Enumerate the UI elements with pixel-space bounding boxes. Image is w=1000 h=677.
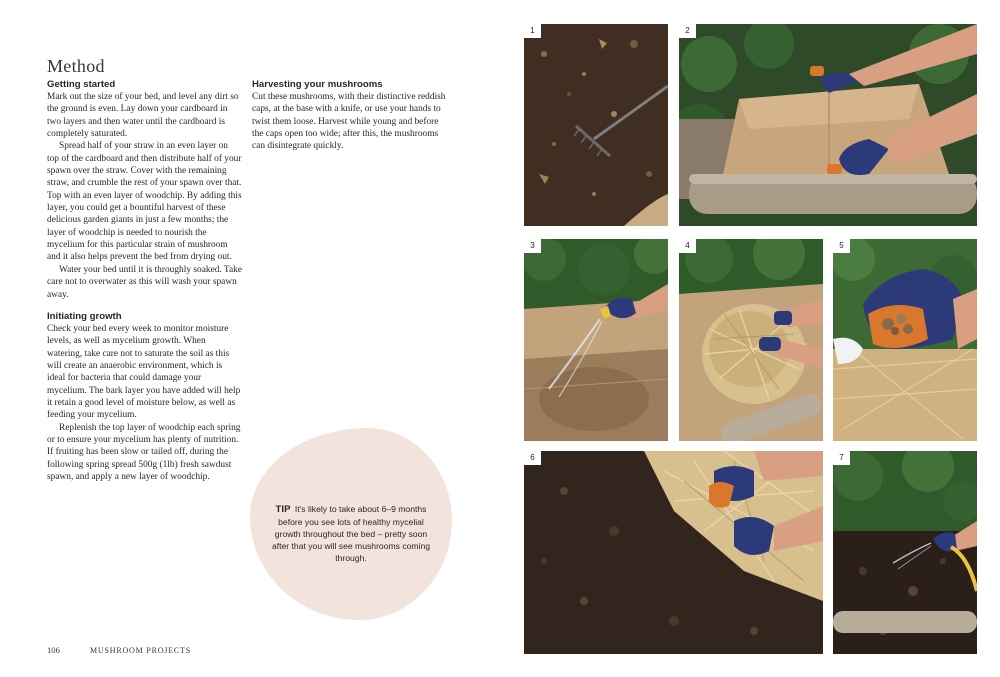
photo-number: 7 <box>833 451 850 465</box>
paragraph: Cut these mushrooms, with their distinctive reddish caps, at the base with a knife, or use your hands to twist them loose. Harvest while young and before the caps open too wide; after this, the mushrooms can disintegrate quickly. <box>252 92 446 152</box>
section-heading: Initiating growth <box>47 310 122 322</box>
photo-6 <box>524 451 823 654</box>
photo-3 <box>524 239 668 441</box>
paragraph: Mark out the size of your bed, and level any dirt so the ground is even. Lay down your cardboard in two layers and then water until the cardboard is completely saturated. <box>47 92 239 140</box>
photo-2-illustration <box>679 24 977 226</box>
photo-2 <box>679 24 977 226</box>
photo-1 <box>524 24 668 226</box>
paragraph: Check your bed every week to monitor moisture levels, as well as mycelium growth. When watering, take care not to saturate the soil as this will create an anaerobic environment, which is ideal for bacteria that could damage your mycelium. The bark layer you have added will help it retain a good level of moisture below, as well as feeding your mycelium. <box>47 323 241 421</box>
photo-7-illustration <box>833 451 977 654</box>
photo-number: 4 <box>679 239 696 253</box>
tip-box <box>270 503 432 564</box>
photo-4 <box>679 239 823 441</box>
photo-3-illustration <box>524 239 668 441</box>
photo-5-illustration <box>833 239 977 441</box>
page-number: 106 <box>47 645 60 655</box>
photo-7 <box>833 451 977 654</box>
section-getting-started <box>47 78 242 301</box>
section-heading: Harvesting your mushrooms <box>252 79 383 90</box>
page-title: Method <box>47 56 105 77</box>
running-footer: MUSHROOM PROJECTS <box>90 646 191 655</box>
paragraph: Water your bed until it is throughly soaked. Take care not to overwater as this will wash your spawn away. <box>47 264 243 300</box>
section-initiating-growth <box>47 310 242 483</box>
photo-number: 3 <box>524 239 541 253</box>
paragraph: Spread half of your straw in an even layer on top of the cardboard and then distribute half of your spawn over the straw. Cover with the remaining straw, and crumble the rest of your spawn over that. Top with an even layer of woodchip. By adding this layer, you could get a bountiful harvest of these delicious garden giants in just a few months; the layer of woodchip is needed to nourish the mycelium for this particular strain of mushroom and it also helps prevent the bed from drying out. <box>47 141 242 263</box>
section-harvesting <box>252 78 448 153</box>
photo-1-illustration <box>524 24 668 226</box>
photo-number: 5 <box>833 239 850 253</box>
tip-label: TIP <box>275 504 291 515</box>
photo-number: 6 <box>524 451 541 465</box>
photo-number: 2 <box>679 24 696 38</box>
section-heading: Getting started <box>47 79 116 90</box>
tip-text: It's likely to take about 6–9 months before you see lots of healthy mycelial growth throughout the bed – pretty soon after that you will see mushrooms coming through. <box>271 504 431 563</box>
left-column <box>47 78 242 483</box>
paragraph: Replenish the top layer of woodchip each spring or to ensure your mycelium has plenty of nutrition. If fruiting has been slow or tailed off, during the following spring spread 500g (1lb) fresh sawdust spawn, and apply a new layer of woodchip. <box>47 422 241 482</box>
photo-4-illustration <box>679 239 823 441</box>
photo-5 <box>833 239 977 441</box>
photo-6-illustration <box>524 451 823 654</box>
middle-column <box>252 78 448 153</box>
photo-number: 1 <box>524 24 541 38</box>
